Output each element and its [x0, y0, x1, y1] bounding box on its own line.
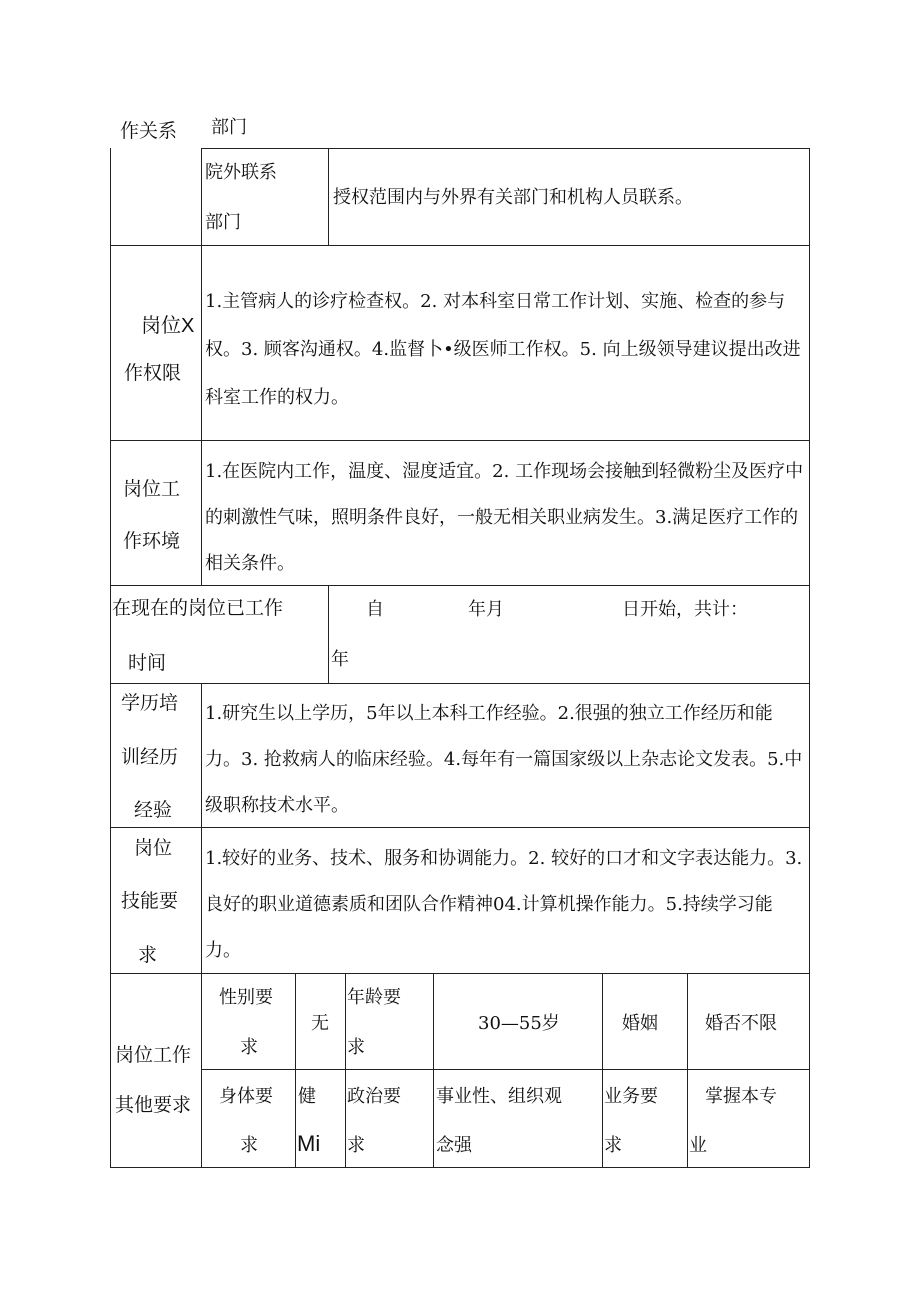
authority-label-line2: 作权限 [124, 363, 182, 384]
outside-contact-label: 院外联系 [205, 162, 277, 183]
rule [201, 148, 202, 586]
body-value-line2: Mi [297, 1131, 321, 1156]
marriage-label: 婚姻 [622, 1013, 658, 1034]
business-value-line2: 业 [689, 1135, 707, 1156]
skills-text: 1.较好的业务、技术、服务和协调能力。2. 较好的口才和文字表达能力。3. 良好的职业道德素质和团队合作精神04.计算机操作能力。5.持续学习能力。 [205, 848, 803, 961]
education-label-line2: 训经历 [121, 747, 179, 768]
rule [809, 148, 810, 1168]
gender-value: 无 [311, 1013, 329, 1034]
environment-label-line2: 作环境 [123, 531, 181, 552]
political-label-line2: 求 [347, 1135, 365, 1156]
age-label: 年龄要 [347, 987, 401, 1008]
rule [433, 973, 434, 1168]
authority-label: 岗位X [141, 315, 195, 337]
rule [328, 585, 329, 684]
environment-text: 1.在医院内工作，温度、湿度适宜。2. 工作现场会接触到轻微粉尘及医疗中的刺激性气味，照明条件良好，一般无相关职业病发生。3.满足医疗工作的相关条件。 [205, 461, 804, 574]
business-value: 掌握本专 [705, 1086, 777, 1107]
rule [201, 683, 202, 1168]
rule [295, 973, 296, 1168]
tenure-label: 在现在的岗位已工作 [112, 598, 284, 619]
tenure-day-total: 日开始，共计： [622, 599, 748, 620]
internal-dept-label: 部门 [211, 117, 247, 138]
age-value: 30—55岁 [478, 1013, 560, 1034]
skills-label: 岗位 [134, 838, 173, 859]
political-value-line2: 念强 [436, 1135, 472, 1156]
rule [328, 148, 329, 246]
rule [110, 1167, 810, 1168]
tenure-year-month: 年月 [468, 599, 504, 620]
rule [110, 245, 810, 246]
political-label: 政治要 [347, 1086, 401, 1107]
outside-contact-text: 授权范围内与外界有关部门和机构人员联系。 [333, 187, 693, 208]
authority-text: 1.主管病人的诊疗检查权。2. 对本科室日常工作计划、实施、检查的参与权。3. 顾客沟通权。4.监督卜•级医师工作权。5. 向上级领导建议提出改进科室工作的权力。 [205, 291, 801, 408]
body-value: 健 [298, 1086, 316, 1107]
gender-label: 性别要 [219, 987, 273, 1008]
rule [687, 973, 688, 1168]
tenure-from: 自 [366, 599, 384, 620]
age-label-line2: 求 [347, 1037, 365, 1058]
rule [110, 440, 810, 441]
body-label: 身体要 [219, 1086, 273, 1107]
gender-label-line2: 求 [240, 1037, 258, 1058]
rule [201, 1069, 810, 1070]
body-label-line2: 求 [240, 1135, 258, 1156]
rule [110, 148, 111, 1168]
business-label: 业务要 [604, 1086, 658, 1107]
relations-label: 作关系 [120, 121, 178, 142]
tenure-year: 年 [331, 649, 349, 670]
outside-contact-label-line2: 部门 [205, 212, 241, 233]
rule [602, 973, 603, 1168]
rule [201, 148, 810, 149]
marriage-value: 婚否不限 [705, 1013, 777, 1034]
rule [110, 683, 810, 684]
business-label-line2: 求 [604, 1135, 622, 1156]
tenure-label-line2: 时间 [128, 653, 167, 674]
skills-label-line2: 技能要 [121, 891, 179, 912]
skills-label-line3: 求 [138, 945, 158, 966]
education-label-line3: 经验 [134, 800, 173, 821]
political-value: 事业性、组织观 [436, 1086, 562, 1107]
education-text: 1.研究生以上学历，5年以上本科工作经验。2.很强的独立工作经历和能力。3. 抢救病人的临床经验。4.每年有一篇国家级以上杂志论文发表。5.中级职称技术水平。 [205, 703, 803, 816]
environment-label: 岗位工 [123, 479, 181, 500]
education-label: 学历培 [121, 693, 179, 714]
rule [345, 973, 346, 1168]
other-label: 岗位工作 [115, 1045, 192, 1066]
other-label-line2: 其他要求 [115, 1095, 192, 1116]
